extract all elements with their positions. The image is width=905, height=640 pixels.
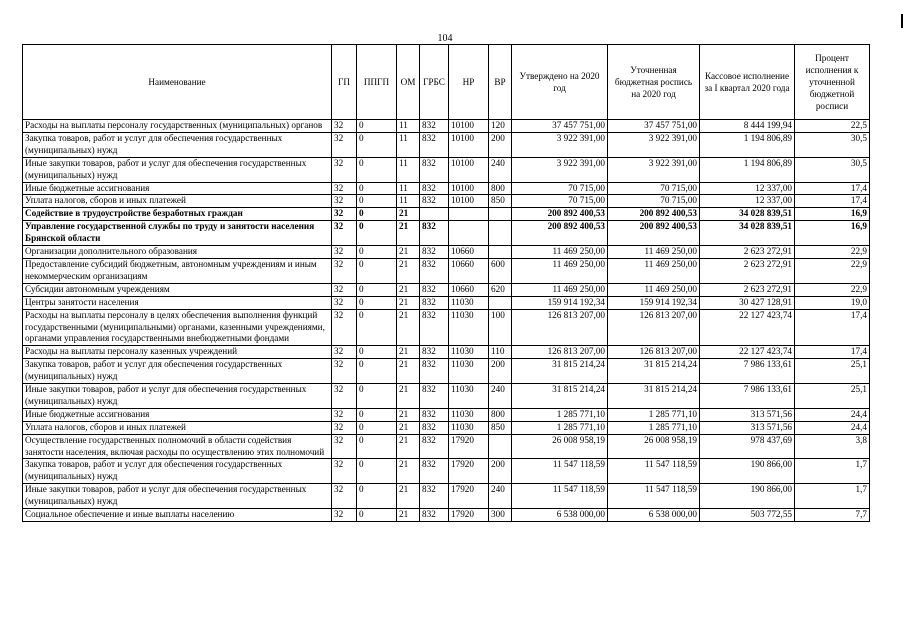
header-percent: Процент исполнения к уточненной бюджетной росписи (795, 45, 870, 120)
row-nr (449, 208, 489, 221)
row-grbs: 832 (420, 459, 449, 484)
row-refined: 159 914 192,34 (608, 296, 700, 309)
row-refined: 11 469 250,00 (608, 258, 700, 283)
row-ppgp: 0 (357, 208, 397, 221)
row-percent: 16,9 (795, 221, 870, 246)
row-om: 21 (397, 421, 420, 434)
row-name: Уплата налогов, сборов и иных платежей (23, 195, 332, 208)
row-cash: 313 571,56 (700, 408, 795, 421)
row-approved: 200 892 400,53 (512, 208, 608, 221)
table-row (23, 459, 870, 484)
row-vr: 850 (489, 421, 512, 434)
row-grbs: 832 (420, 421, 449, 434)
row-cash: 2 623 272,91 (700, 283, 795, 296)
row-vr (489, 296, 512, 309)
row-vr: 100 (489, 309, 512, 346)
row-gp: 32 (332, 221, 357, 246)
table-row (23, 359, 870, 384)
row-nr: 11030 (449, 359, 489, 384)
row-refined: 6 538 000,00 (608, 509, 700, 522)
row-grbs: 832 (420, 283, 449, 296)
row-ppgp: 0 (357, 459, 397, 484)
row-percent: 17,4 (795, 182, 870, 195)
row-gp: 32 (332, 509, 357, 522)
row-grbs: 832 (420, 258, 449, 283)
row-nr: 10100 (449, 182, 489, 195)
row-refined: 31 815 214,24 (608, 359, 700, 384)
header-om: ОМ (397, 45, 420, 120)
row-name: Предоставление субсидий бюджетным, автономным учреждениям и иным некоммерческим организациям (23, 258, 332, 283)
row-percent: 1,7 (795, 484, 870, 509)
row-grbs: 832 (420, 296, 449, 309)
row-ppgp: 0 (357, 157, 397, 182)
row-vr: 300 (489, 509, 512, 522)
row-name: Закупка товаров, работ и услуг для обеспечения государственных (муниципальных) нужд (23, 459, 332, 484)
row-vr (489, 246, 512, 259)
row-vr: 240 (489, 484, 512, 509)
row-ppgp: 0 (357, 434, 397, 459)
row-name: Иные закупки товаров, работ и услуг для обеспечения государственных (муниципальных) нужд (23, 157, 332, 182)
table-row (23, 208, 870, 221)
row-ppgp: 0 (357, 309, 397, 346)
row-percent: 1,7 (795, 459, 870, 484)
row-nr: 10660 (449, 246, 489, 259)
row-gp: 32 (332, 408, 357, 421)
row-nr: 10100 (449, 157, 489, 182)
row-vr: 120 (489, 120, 512, 133)
row-vr: 200 (489, 459, 512, 484)
row-grbs (420, 208, 449, 221)
table-header-row (23, 45, 870, 120)
row-percent: 19,0 (795, 296, 870, 309)
row-name: Субсидии автономным учреждениям (23, 283, 332, 296)
row-refined: 70 715,00 (608, 195, 700, 208)
row-approved: 6 538 000,00 (512, 509, 608, 522)
row-percent: 17,4 (795, 195, 870, 208)
row-grbs: 832 (420, 384, 449, 409)
row-name: Иные закупки товаров, работ и услуг для обеспечения государственных (муниципальных) нужд (23, 484, 332, 509)
row-om: 21 (397, 296, 420, 309)
row-refined: 200 892 400,53 (608, 208, 700, 221)
row-om: 11 (397, 157, 420, 182)
table-row (23, 346, 870, 359)
row-nr: 11030 (449, 421, 489, 434)
row-ppgp: 0 (357, 132, 397, 157)
row-name: Иные бюджетные ассигнования (23, 408, 332, 421)
row-grbs: 832 (420, 346, 449, 359)
row-vr: 200 (489, 359, 512, 384)
row-gp: 32 (332, 157, 357, 182)
row-om: 21 (397, 221, 420, 246)
row-cash: 22 127 423,74 (700, 309, 795, 346)
row-gp: 32 (332, 208, 357, 221)
row-nr: 10100 (449, 120, 489, 133)
row-percent: 24,4 (795, 408, 870, 421)
row-approved: 1 285 771,10 (512, 421, 608, 434)
row-grbs: 832 (420, 195, 449, 208)
row-name: Закупка товаров, работ и услуг для обеспечения государственных (муниципальных) нужд (23, 132, 332, 157)
row-ppgp: 0 (357, 221, 397, 246)
row-approved: 11 547 118,59 (512, 459, 608, 484)
row-vr: 800 (489, 182, 512, 195)
header-vr: ВР (489, 45, 512, 120)
row-vr (489, 221, 512, 246)
row-refined: 11 469 250,00 (608, 246, 700, 259)
table-row (23, 296, 870, 309)
row-ppgp: 0 (357, 509, 397, 522)
row-approved: 200 892 400,53 (512, 221, 608, 246)
row-refined: 37 457 751,00 (608, 120, 700, 133)
row-nr: 17920 (449, 484, 489, 509)
row-grbs: 832 (420, 408, 449, 421)
row-vr: 240 (489, 384, 512, 409)
row-vr: 110 (489, 346, 512, 359)
row-gp: 32 (332, 309, 357, 346)
row-vr: 240 (489, 157, 512, 182)
row-ppgp: 0 (357, 246, 397, 259)
row-ppgp: 0 (357, 346, 397, 359)
header-nr: НР (449, 45, 489, 120)
row-approved: 11 469 250,00 (512, 246, 608, 259)
row-om: 21 (397, 484, 420, 509)
row-gp: 32 (332, 384, 357, 409)
row-refined: 11 469 250,00 (608, 283, 700, 296)
row-refined: 1 285 771,10 (608, 408, 700, 421)
row-percent: 17,4 (795, 309, 870, 346)
row-ppgp: 0 (357, 120, 397, 133)
row-approved: 3 922 391,00 (512, 157, 608, 182)
header-refined: Уточненная бюджетная роспись на 2020 год (608, 45, 700, 120)
row-name: Расходы на выплаты персоналу государственных (муниципальных) органов (23, 120, 332, 133)
header-gp: ГП (332, 45, 357, 120)
row-grbs: 832 (420, 157, 449, 182)
row-grbs: 832 (420, 120, 449, 133)
header-ppgp: ППГП (357, 45, 397, 120)
row-grbs: 832 (420, 182, 449, 195)
row-approved: 3 922 391,00 (512, 132, 608, 157)
row-cash: 313 571,56 (700, 421, 795, 434)
table-row (23, 246, 870, 259)
row-refined: 3 922 391,00 (608, 132, 700, 157)
header-cash: Кассовое исполнение за I квартал 2020 года (700, 45, 795, 120)
row-cash: 30 427 128,91 (700, 296, 795, 309)
header-grbs: ГРБС (420, 45, 449, 120)
table-row (23, 258, 870, 283)
row-gp: 32 (332, 459, 357, 484)
row-om: 21 (397, 283, 420, 296)
row-cash: 1 194 806,89 (700, 132, 795, 157)
row-nr: 10660 (449, 258, 489, 283)
row-gp: 32 (332, 359, 357, 384)
row-name: Расходы на выплаты персоналу казенных учреждений (23, 346, 332, 359)
row-cash: 7 986 133,61 (700, 384, 795, 409)
row-grbs: 832 (420, 434, 449, 459)
row-cash: 978 437,69 (700, 434, 795, 459)
row-om: 21 (397, 246, 420, 259)
row-om: 11 (397, 132, 420, 157)
row-vr: 850 (489, 195, 512, 208)
row-nr: 11030 (449, 309, 489, 346)
row-approved: 37 457 751,00 (512, 120, 608, 133)
row-ppgp: 0 (357, 182, 397, 195)
row-cash: 190 866,00 (700, 484, 795, 509)
row-om: 21 (397, 384, 420, 409)
row-approved: 70 715,00 (512, 195, 608, 208)
row-ppgp: 0 (357, 258, 397, 283)
row-percent: 22,9 (795, 283, 870, 296)
row-grbs: 832 (420, 309, 449, 346)
row-gp: 32 (332, 246, 357, 259)
row-approved: 31 815 214,24 (512, 359, 608, 384)
row-nr: 11030 (449, 346, 489, 359)
row-approved: 70 715,00 (512, 182, 608, 195)
row-nr: 10100 (449, 195, 489, 208)
row-approved: 126 813 207,00 (512, 309, 608, 346)
row-gp: 32 (332, 283, 357, 296)
table-row (23, 182, 870, 195)
table-row (23, 384, 870, 409)
row-vr (489, 208, 512, 221)
row-om: 21 (397, 258, 420, 283)
row-ppgp: 0 (357, 484, 397, 509)
edge-mark (901, 14, 903, 28)
row-nr: 17920 (449, 459, 489, 484)
row-approved: 11 469 250,00 (512, 283, 608, 296)
row-approved: 126 813 207,00 (512, 346, 608, 359)
row-grbs: 832 (420, 509, 449, 522)
row-approved: 159 914 192,34 (512, 296, 608, 309)
row-vr: 620 (489, 283, 512, 296)
row-refined: 126 813 207,00 (608, 346, 700, 359)
row-nr: 11030 (449, 408, 489, 421)
row-name: Содействие в трудоустройстве безработных граждан (23, 208, 332, 221)
row-cash: 12 337,00 (700, 182, 795, 195)
row-gp: 32 (332, 346, 357, 359)
row-om: 11 (397, 195, 420, 208)
row-name: Иные бюджетные ассигнования (23, 182, 332, 195)
row-vr: 200 (489, 132, 512, 157)
row-name: Осуществление государственных полномочий в области содействия занятости населения, включая расходы по осуществлению этих полномочий (23, 434, 332, 459)
row-om: 21 (397, 359, 420, 384)
table-row (23, 157, 870, 182)
row-percent: 25,1 (795, 359, 870, 384)
row-percent: 3,8 (795, 434, 870, 459)
row-om: 21 (397, 509, 420, 522)
table-row (23, 509, 870, 522)
row-name: Центры занятости населения (23, 296, 332, 309)
row-gp: 32 (332, 132, 357, 157)
row-gp: 32 (332, 434, 357, 459)
row-name: Социальное обеспечение и иные выплаты населению (23, 509, 332, 522)
row-grbs: 832 (420, 246, 449, 259)
row-ppgp: 0 (357, 421, 397, 434)
row-om: 21 (397, 346, 420, 359)
table-row (23, 195, 870, 208)
row-grbs: 832 (420, 359, 449, 384)
row-grbs: 832 (420, 484, 449, 509)
row-refined: 31 815 214,24 (608, 384, 700, 409)
row-vr: 800 (489, 408, 512, 421)
row-nr: 11030 (449, 384, 489, 409)
table-row (23, 484, 870, 509)
row-percent: 16,9 (795, 208, 870, 221)
row-om: 11 (397, 182, 420, 195)
row-vr (489, 434, 512, 459)
table-row (23, 408, 870, 421)
row-refined: 11 547 118,59 (608, 459, 700, 484)
row-refined: 26 008 958,19 (608, 434, 700, 459)
table-row (23, 309, 870, 346)
row-refined: 1 285 771,10 (608, 421, 700, 434)
row-cash: 1 194 806,89 (700, 157, 795, 182)
row-name: Уплата налогов, сборов и иных платежей (23, 421, 332, 434)
row-percent: 24,4 (795, 421, 870, 434)
table-row (23, 283, 870, 296)
row-gp: 32 (332, 421, 357, 434)
row-name: Иные закупки товаров, работ и услуг для обеспечения государственных (муниципальных) нужд (23, 384, 332, 409)
row-cash: 34 028 839,51 (700, 208, 795, 221)
row-cash: 12 337,00 (700, 195, 795, 208)
row-refined: 3 922 391,00 (608, 157, 700, 182)
row-cash: 34 028 839,51 (700, 221, 795, 246)
row-cash: 7 986 133,61 (700, 359, 795, 384)
row-om: 21 (397, 408, 420, 421)
table-row (23, 421, 870, 434)
row-gp: 32 (332, 484, 357, 509)
row-ppgp: 0 (357, 195, 397, 208)
row-approved: 26 008 958,19 (512, 434, 608, 459)
row-om: 21 (397, 309, 420, 346)
row-percent: 30,5 (795, 157, 870, 182)
budget-table (22, 44, 870, 522)
page-number: 104 (437, 33, 453, 44)
table-row (23, 120, 870, 133)
header-name: Наименование (23, 45, 332, 120)
row-nr: 17920 (449, 509, 489, 522)
row-ppgp: 0 (357, 296, 397, 309)
table-row (23, 434, 870, 459)
row-gp: 32 (332, 296, 357, 309)
row-percent: 7,7 (795, 509, 870, 522)
row-approved: 1 285 771,10 (512, 408, 608, 421)
row-nr: 11030 (449, 296, 489, 309)
row-nr: 10100 (449, 132, 489, 157)
row-om: 21 (397, 208, 420, 221)
row-ppgp: 0 (357, 384, 397, 409)
row-cash: 8 444 199,94 (700, 120, 795, 133)
row-percent: 22,5 (795, 120, 870, 133)
row-gp: 32 (332, 120, 357, 133)
row-ppgp: 0 (357, 359, 397, 384)
table-row (23, 221, 870, 246)
row-gp: 32 (332, 258, 357, 283)
row-refined: 70 715,00 (608, 182, 700, 195)
row-percent: 22,9 (795, 258, 870, 283)
row-cash: 2 623 272,91 (700, 246, 795, 259)
row-cash: 503 772,55 (700, 509, 795, 522)
row-ppgp: 0 (357, 408, 397, 421)
row-gp: 32 (332, 195, 357, 208)
row-refined: 200 892 400,53 (608, 221, 700, 246)
header-approved: Утверждено на 2020 год (512, 45, 608, 120)
row-percent: 30,5 (795, 132, 870, 157)
row-gp: 32 (332, 182, 357, 195)
row-name: Организации дополнительного образования (23, 246, 332, 259)
row-name: Расходы на выплаты персоналу в целях обеспечения выполнения функций государственными (муниципальными) органами, казенными учреждениями, органами управления государственными внебюджетными фондами (23, 309, 332, 346)
row-cash: 2 623 272,91 (700, 258, 795, 283)
row-om: 21 (397, 459, 420, 484)
row-grbs: 832 (420, 221, 449, 246)
row-ppgp: 0 (357, 283, 397, 296)
row-grbs: 832 (420, 132, 449, 157)
row-nr: 10660 (449, 283, 489, 296)
row-percent: 17,4 (795, 346, 870, 359)
row-om: 11 (397, 120, 420, 133)
row-cash: 22 127 423,74 (700, 346, 795, 359)
row-refined: 126 813 207,00 (608, 309, 700, 346)
row-approved: 31 815 214,24 (512, 384, 608, 409)
table-row (23, 132, 870, 157)
row-approved: 11 547 118,59 (512, 484, 608, 509)
row-percent: 22,9 (795, 246, 870, 259)
row-cash: 190 866,00 (700, 459, 795, 484)
row-nr (449, 221, 489, 246)
row-vr: 600 (489, 258, 512, 283)
row-name: Закупка товаров, работ и услуг для обеспечения государственных (муниципальных) нужд (23, 359, 332, 384)
row-name: Управление государственной службы по труду и занятости населения Брянской области (23, 221, 332, 246)
row-nr: 17920 (449, 434, 489, 459)
row-refined: 11 547 118,59 (608, 484, 700, 509)
row-om: 21 (397, 434, 420, 459)
row-approved: 11 469 250,00 (512, 258, 608, 283)
row-percent: 25,1 (795, 384, 870, 409)
